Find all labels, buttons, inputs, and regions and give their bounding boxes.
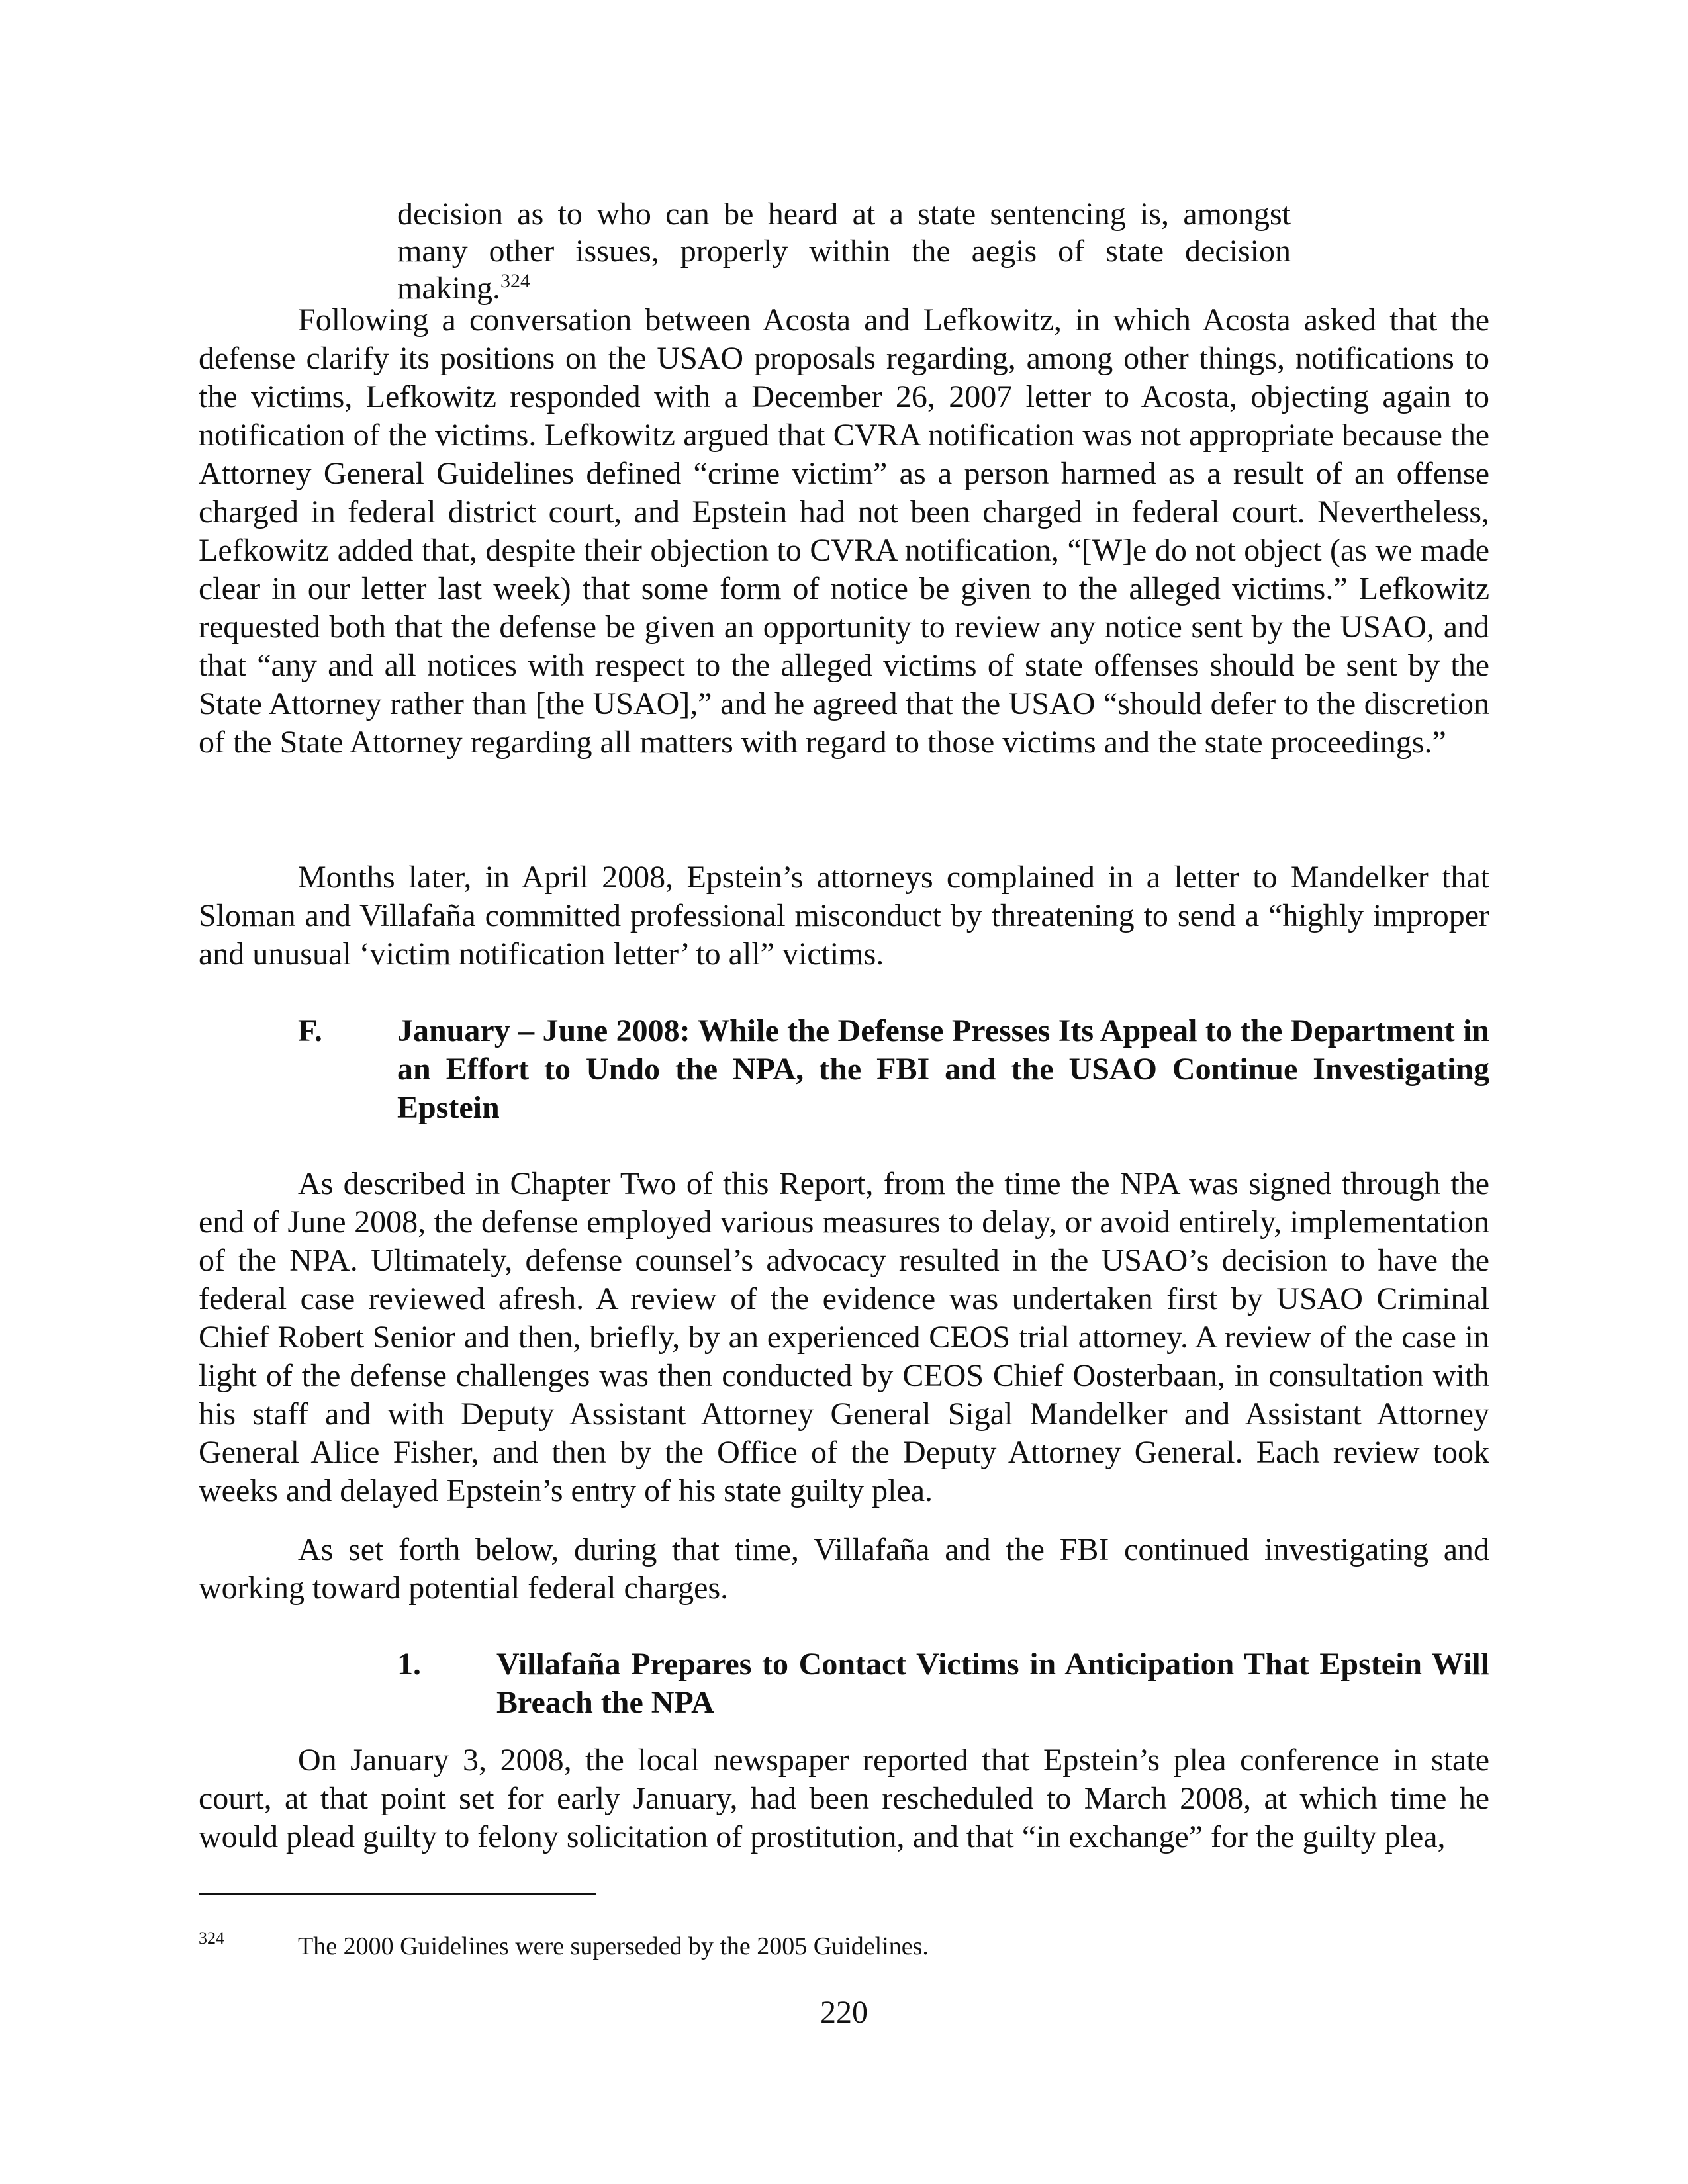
paragraph-january-newspaper: On January 3, 2008, the local newspaper reported that Epstein’s plea conference in state court, at that point set for early January, had been rescheduled to March 2008, at which time he would plead guilty to felony solicitation of prostitution, and that “in exchange” for the guilty plea, bbox=[199, 1743, 1489, 1854]
subsection-title: Villafaña Prepares to Contact Victims in Anticipation That Epstein Will Breach the NPA bbox=[496, 1647, 1489, 1720]
page-number: 220 bbox=[820, 1995, 868, 2030]
section-number: F. bbox=[298, 1013, 322, 1048]
paragraph-chapter-two-review: As described in Chapter Two of this Report, from the time the NPA was signed through the end of June 2008, the defense employed various measures to delay, or avoid entirely, implementation of the NPA. Ultimately, defense counsel’s advocacy resulted in the USAO’s decision to have the federal case reviewed afresh. A review of the evidence was undertaken first by USAO Criminal Chief Robert Senior and then, briefly, by an experienced CEOS trial attorney. A review of the case in light of the defense challenges was then conducted by CEOS Chief Oosterbaan, in consultation with his staff and with Deputy Assistant Attorney General Sigal Mandelker and Assistant Attorney General Alice Fisher, and then by the Office of the Deputy Attorney General. Each review took weeks and delayed Epstein’s entry of his state guilty plea. bbox=[199, 1166, 1489, 1508]
paragraph-continued-investigation: As set forth below, during that time, Villafaña and the FBI continued investigating and working toward potential federal charges. bbox=[199, 1532, 1489, 1606]
block-quote-text: decision as to who can be heard at a state sentencing is, amongst many other issues, properly within the aegis of state decision making. bbox=[397, 197, 1291, 306]
subsection-number: 1. bbox=[397, 1647, 421, 1682]
footnote-number: 324 bbox=[199, 1929, 224, 1948]
paragraph-april-complaint: Months later, in April 2008, Epstein’s attorneys complained in a letter to Mandelker that Sloman and Villafaña committed professional misconduct by threatening to send a “highly improper and unusual ‘victim notification letter’ to all” victims. bbox=[199, 860, 1489, 972]
section-title: January – June 2008: While the Defense Presses Its Appeal to the Department in an Effort to Undo the NPA, the FBI and the USAO Continue Investigating Epstein bbox=[397, 1013, 1489, 1125]
subsection-heading-1 bbox=[397, 1645, 1489, 1722]
footnote-text: The 2000 Guidelines were superseded by the 2005 Guidelines. bbox=[298, 1933, 929, 1960]
footnote-reference: 324 bbox=[500, 270, 530, 292]
paragraph-lefkowitz-letter: Following a conversation between Acosta and Lefkowitz, in which Acosta asked that the defense clarify its positions on the USAO proposals regarding, among other things, notifications to the victims, Lefkowitz responded with a December 26, 2007 letter to Acosta, objecting again to notification of the victims. Lefkowitz argued that CVRA notification was not appropriate because the Attorney General Guidelines defined “crime victim” as a person harmed as a result of an offense charged in federal district court, and Epstein had not been charged in federal court. Nevertheless, Lefkowitz added that, despite their objection to CVRA notification, “[W]e do not object (as we made clear in our letter last week) that some form of notice be given to the alleged victims.” Lefkowitz requested both that the defense be given an opportunity to review any notice sent by the USAO, and that “any and all notices with respect to the alleged victims of state offenses should be sent by the State Attorney rather than [the USAO],” and he agreed that the USAO “should defer to the discretion of the State Attorney regarding all matters with regard to those victims and the state proceedings.” bbox=[199, 302, 1489, 760]
block-quote bbox=[397, 196, 1291, 307]
section-heading-f bbox=[298, 1012, 1489, 1127]
footnote-divider bbox=[199, 1893, 596, 1895]
